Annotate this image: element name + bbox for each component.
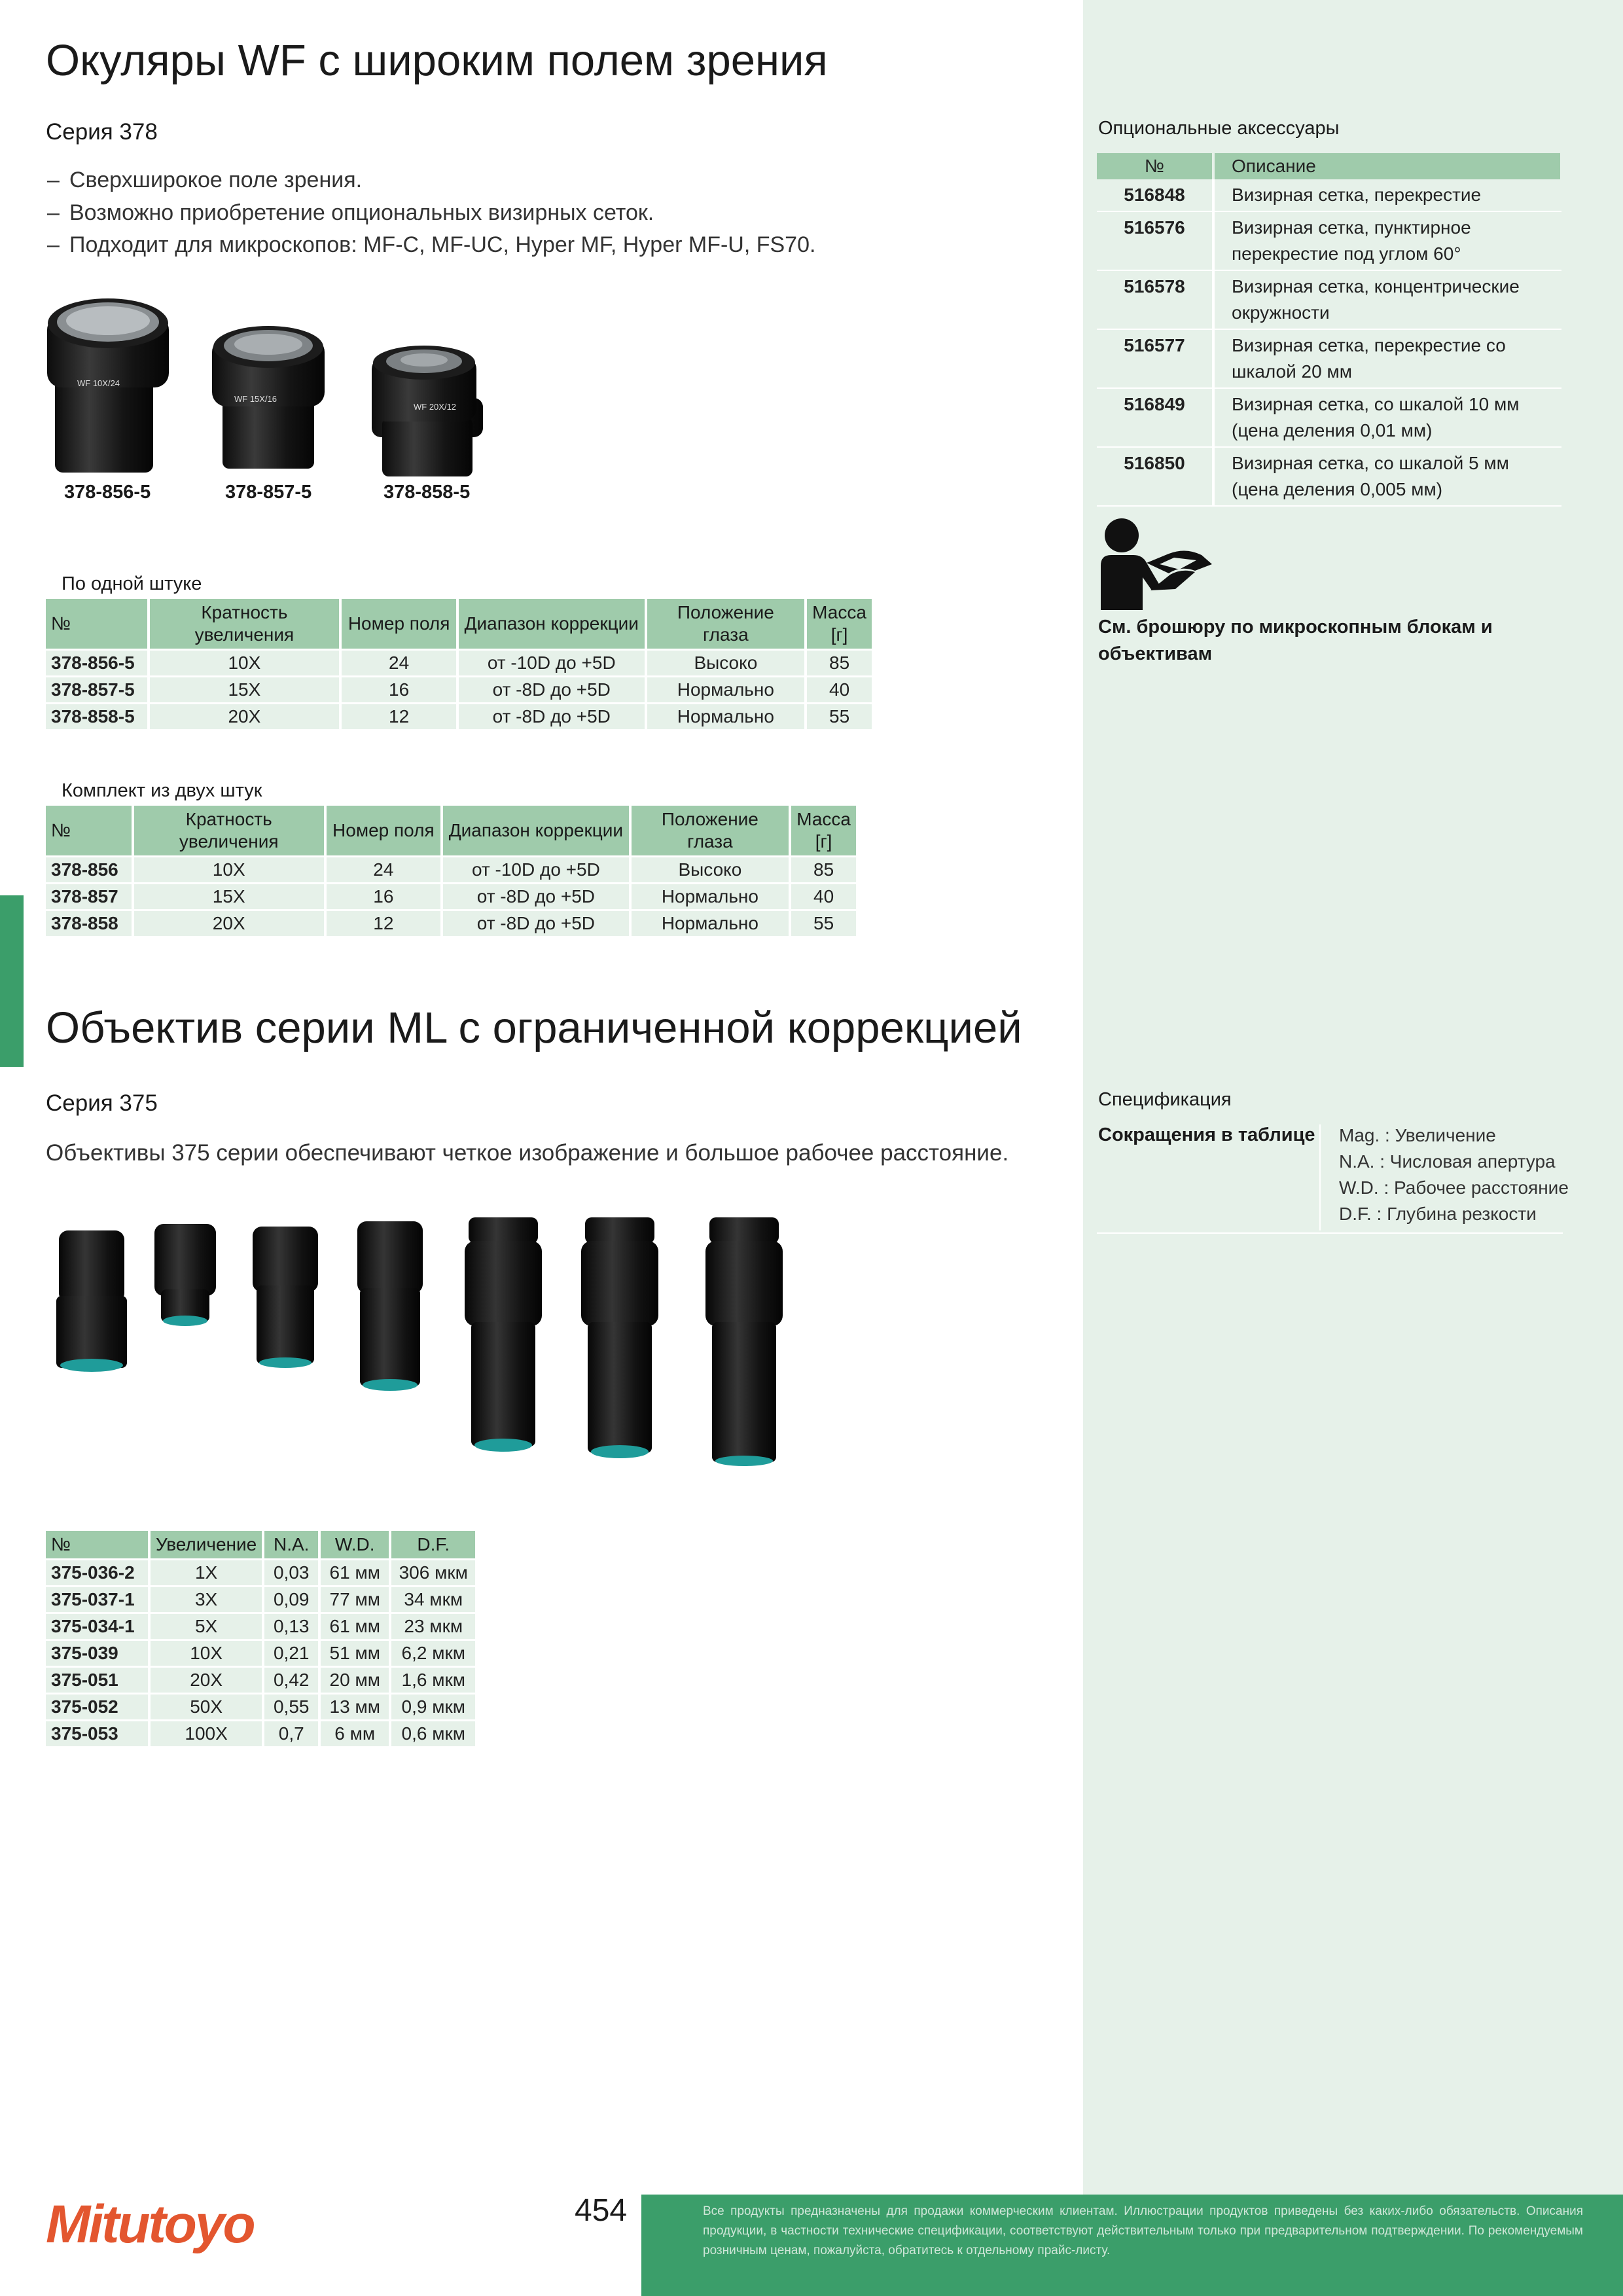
column-header: Кратность увеличения: [134, 806, 324, 855]
column-header: Кратность увеличения: [150, 599, 340, 649]
column-header: W.D.: [321, 1531, 389, 1558]
abbreviation-item: N.A. : Числовая апертура: [1339, 1151, 1556, 1172]
disclaimer-text: Все продукты предназначены для продажи коммерческим клиентам. Иллюстрации продуктов приведены без каких-либо обязательств. Описания продукции, в частности технические спецификации, соответствуют действительным только при предварительном подтверждении. По рекомендуемым розничным ценам, пожалуйста, обратитесь к отдельному прайс-листу.: [703, 2204, 1583, 2257]
bullet-item: – Возможно приобретение опциональных визирных сеток.: [47, 200, 654, 225]
eyepiece-image-378-856-5: [43, 289, 174, 479]
column-header: №: [1097, 153, 1213, 179]
eyepiece-marking: WF 10X/24: [77, 378, 120, 388]
eyepiece-image-378-858-5: [365, 339, 490, 476]
abbreviations-list: [1339, 1122, 1569, 1227]
column-header: Масса [г]: [791, 806, 856, 855]
table-row: 375-037-1 3X 0,09 77 мм 34 мкм: [46, 1587, 475, 1612]
pair-table-caption: Комплект из двух штук: [62, 780, 262, 801]
product-code-label: 378-856-5: [64, 482, 151, 503]
column-header: Положение глаза: [647, 599, 805, 649]
table-row: 378-858 20X 12 от -8D до +5D Нормально 55: [46, 911, 856, 936]
abbreviations-label: Сокращения в таблице: [1098, 1124, 1315, 1145]
column-header: Номер поля: [342, 599, 456, 649]
column-header: D.F.: [391, 1531, 475, 1558]
abbreviation-item: W.D. : Рабочее расстояние: [1339, 1177, 1569, 1198]
column-header: №: [46, 806, 132, 855]
table-row: 516849 Визирная сетка, со шкалой 10 мм (цена деления 0,01 мм): [1097, 388, 1561, 447]
table-row: 516848 Визирная сетка, перекрестие: [1097, 179, 1561, 211]
brochure-note: См. брошюру по микроскопным блокам и объективам: [1098, 617, 1493, 664]
table-row: 516578 Визирная сетка, концентрические окружности: [1097, 270, 1561, 329]
reading-person-icon: [1097, 517, 1215, 610]
column-header: №: [46, 599, 147, 649]
table-row: 375-034-1 5X 0,13 61 мм 23 мкм: [46, 1614, 475, 1639]
abbreviation-item: D.F. : Глубина резкости: [1339, 1204, 1537, 1224]
column-header: Масса [г]: [807, 599, 872, 649]
table-row: 378-857-5 15X 16 от -8D до +5D Нормально 40: [46, 677, 872, 702]
column-header: Описание: [1213, 153, 1561, 179]
eyepieces-title: Окуляры WF с широким полем зрения: [46, 36, 828, 85]
divider: [1097, 1232, 1563, 1234]
table-row: 378-856-5 10X 24 от -10D до +5D Высоко 85: [46, 651, 872, 675]
eyepieces-series: Серия 378: [46, 119, 158, 145]
divider: [1319, 1124, 1321, 1230]
objectives-series: Серия 375: [46, 1090, 158, 1116]
column-header: N.A.: [264, 1531, 318, 1558]
objectives-description: Объективы 375 серии обеспечивают четкое изображение и большое рабочее расстояние.: [46, 1140, 1009, 1166]
column-header: Увеличение: [151, 1531, 262, 1558]
table-row: 378-856 10X 24 от -10D до +5D Высоко 85: [46, 857, 856, 882]
product-code-label: 378-857-5: [225, 482, 312, 503]
table-row: 378-857 15X 16 от -8D до +5D Нормально 40: [46, 884, 856, 909]
bullet-item: – Подходит для микроскопов: MF-C, MF-UC, Hyper MF, Hyper MF-U, FS70.: [47, 232, 816, 257]
column-header: №: [46, 1531, 148, 1558]
table-row: 375-052 50X 0,55 13 мм 0,9 мкм: [46, 1695, 475, 1719]
product-code-label: 378-858-5: [383, 482, 471, 503]
objectives-image: [52, 1217, 798, 1466]
single-table-caption: По одной штуке: [62, 573, 202, 594]
column-header: Номер поля: [327, 806, 441, 855]
abbreviation-item: Mag. : Увеличение: [1339, 1125, 1496, 1145]
eyepieces-pair-table: [43, 804, 859, 938]
table-row: 516850 Визирная сетка, со шкалой 5 мм (цена деления 0,005 мм): [1097, 447, 1561, 506]
brand-logo: Mitutoyo: [46, 2195, 254, 2254]
column-header: Диапазон коррекции: [443, 806, 628, 855]
page-number: 454: [575, 2193, 628, 2228]
column-header: Диапазон коррекции: [459, 599, 645, 649]
objectives-title: Объектив серии ML с ограниченной коррекцией: [46, 1003, 1022, 1052]
eyepiece-marking: WF 20X/12: [414, 402, 457, 412]
eyepieces-single-table: [43, 597, 874, 731]
eyepiece-marking: WF 15X/16: [234, 394, 277, 404]
table-row: 378-858-5 20X 12 от -8D до +5D Нормально 55: [46, 704, 872, 729]
table-row: 375-053 100X 0,7 6 мм 0,6 мкм: [46, 1721, 475, 1746]
bullet-item: – Сверхширокое поле зрения.: [47, 168, 363, 192]
eyepiece-image-378-857-5: [208, 318, 332, 475]
table-row: 375-051 20X 0,42 20 мм 1,6 мкм: [46, 1668, 475, 1693]
spec-title: Спецификация: [1098, 1089, 1232, 1110]
column-header: Положение глаза: [632, 806, 789, 855]
objectives-table: [43, 1529, 478, 1748]
table-row: 516577 Визирная сетка, перекрестие со шкалой 20 мм: [1097, 329, 1561, 388]
table-row: 375-039 10X 0,21 51 мм 6,2 мкм: [46, 1641, 475, 1666]
table-row: 375-036-2 1X 0,03 61 мм 306 мкм: [46, 1560, 475, 1585]
section-marker: [0, 895, 24, 1067]
accessories-table: [1097, 153, 1563, 507]
accessories-title: Опциональные аксессуары: [1098, 118, 1340, 139]
table-row: 516576 Визирная сетка, пунктирное перекрестие под углом 60°: [1097, 211, 1561, 270]
